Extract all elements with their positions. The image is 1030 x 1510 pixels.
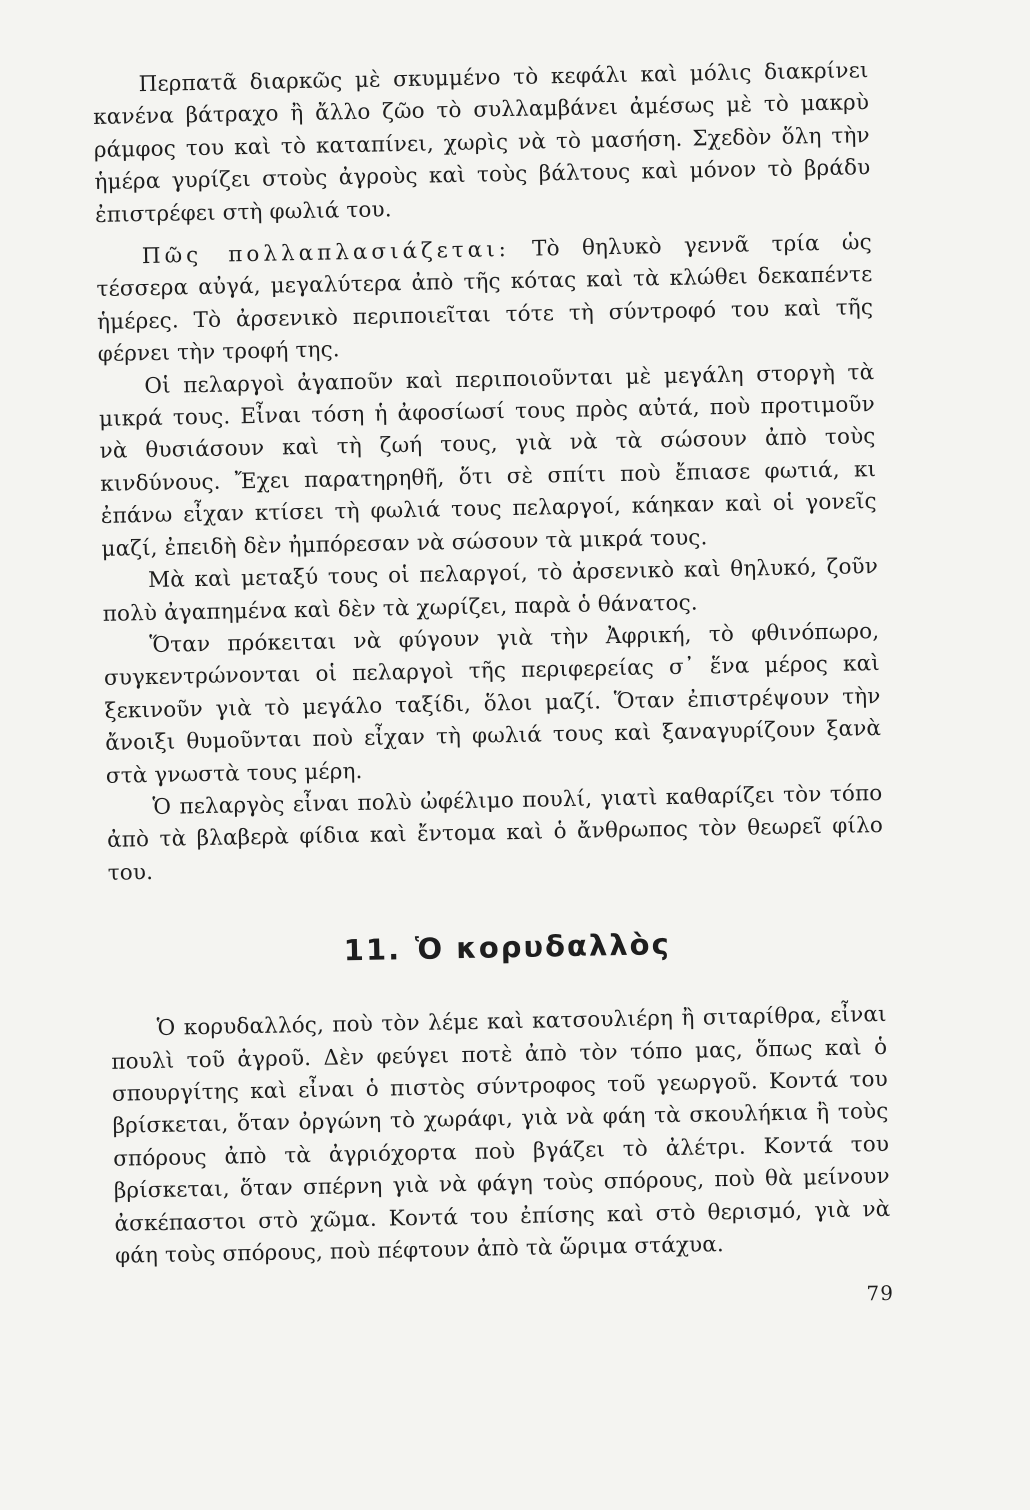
paragraph-stork-feeding: Περπατᾶ διαρκῶς μὲ σκυμμένο τὸ κεφάλι καὶ μόλις διακρίνει κανένα βάτραχο ἢ ἄλλο ζῶο τὸ συλλαμβάνει ἀμέσως μὲ τὸ μακρὺ ράμφος του καὶ τὸ καταπίνει, χωρὶς νὰ τὸ μασήση. Σχεδὸν ὅλη τὴν ἡμέρα γυρίζει στοὺς ἀγροὺς καὶ τοὺς βάλτους καὶ μόνον τὸ βράδυ ἐπιστρέφει στὴ φωλιά του. — [92, 58, 871, 228]
chapter-number: 11. — [343, 932, 402, 968]
paragraph-migration: Ὅταν πρόκειται νὰ φύγουν γιὰ τὴν Ἀφρική, τὸ φθινόπωρο, συγκεντρώνονται οἱ πελαργοὶ τῆς περιφερείας σ᾿ ἕνα μέρος καὶ ξεκινοῦν γιὰ τὸ μεγάλο ταξίδι, ὅλοι μαζί. Ὅταν ἐπιστρέψουν τὴν ἄνοιξι θυμοῦνται ποὺ εἶχαν τὴ φωλιά τους καὶ ξαναγυρίζουν ξανὰ στὰ γνωστὰ τους μέρη. — [103, 618, 882, 789]
chapter-title: Ὁ κορυδαλλὸς — [414, 927, 672, 967]
paragraph-lark: Ὁ κορυδαλλός, ποὺ τὸν λέμε καὶ κατσουλιέρη ἢ σιταρίθρα, εἶναι πουλὶ τοῦ ἀγροῦ. Δὲν φεύγει ποτὲ ἀπὸ τὸν τόπο μας, ὅπως καὶ ὁ σπουργίτης καὶ εἶναι ὁ πιστὸς σύντροφος τοῦ γεωργοῦ. Κοντά του βρίσκεται, ὅταν ὀργώνη τὸ χωράφι, γιὰ νὰ φάη τὰ σκουλήκια ἢ τοὺς σπόρους ἀπὸ τὰ ἀγριόχορτα ποὺ βγάζει τὸ ἀλέτρι. Κοντά του βρίσκεται, ὅταν σπέρνη γιὰ νὰ φάγη τοὺς σπόρους, ποὺ θὰ μείνουν ἀσκέπαστοι στὸ χῶμα. Κοντά του ἐπίσης καὶ στὸ θερισμό, γιὰ νὰ φάη τοὺς σπόρους, ποὺ πέφτουν ἀπὸ τὰ ὥριμα στάχυα. — [111, 1002, 891, 1269]
subheading-reproduction: Πῶς πολλαπλασιάζεται: — [141, 237, 511, 270]
page-number: 79 — [866, 1280, 895, 1306]
chapter-heading — [129, 923, 886, 972]
paragraph-couple: Μὰ καὶ μεταξύ τους οἱ πελαργοί, τὸ ἀρσενικὸ καὶ θηλυκό, ζοῦν πολὺ ἀγαπημένα καὶ δὲν τὰ χωρίζει, παρὰ ὁ θάνατος. — [102, 554, 879, 627]
reproduction-text: Τὸ θηλυκὸ γεννᾶ τρία ὡς τέσσερα αὐγά, μεγαλύτερα ἀπὸ τῆς κότας καὶ τὰ κλώθει δεκαπέντε ἡμέρες. Τὸ ἀρσενικὸ περιποιεῖται τότε τὴ σύντροφό του καὶ τῆς φέρνει τὴν τροφή της. — [96, 230, 874, 368]
paragraph-reproduction — [96, 227, 874, 371]
paragraph-usefulness: Ὁ πελαργὸς εἶναι πολὺ ὠφέλιμο πουλί, γιατὶ καθαρίζει τὸν τόπο ἀπὸ τὰ βλαβερὰ φίδια καὶ ἔντομα καὶ ὁ ἄνθρωπος τὸν θεωρεῖ φίλο του. — [106, 780, 884, 886]
paragraph-parental-care: Οἱ πελαργοὶ ἀγαποῦν καὶ περιποιοῦνται μὲ μεγάλη στοργὴ τὰ μικρά τους. Εἶναι τόση ἡ ἀφοσίωσί τους πρὸς αὐτά, ποὺ προτιμοῦν νὰ θυσιάσουν καὶ τὴ ζωή τους, γιὰ νὰ τὰ σώσουν ἀπὸ τοὺς κινδύνους. Ἔχει παρατηρηθῆ, ὅτι σὲ σπίτι ποὺ ἔπιασε φωτιά, κι ἐπάνω εἶχαν κτίσει τὴ φωλιά τους πελαργοί, κάηκαν καὶ οἱ γονεῖς μαζί, ἐπειδὴ δὲν ἠμπόρεσαν νὰ σώσουν τὰ μικρά τους. — [98, 359, 877, 562]
